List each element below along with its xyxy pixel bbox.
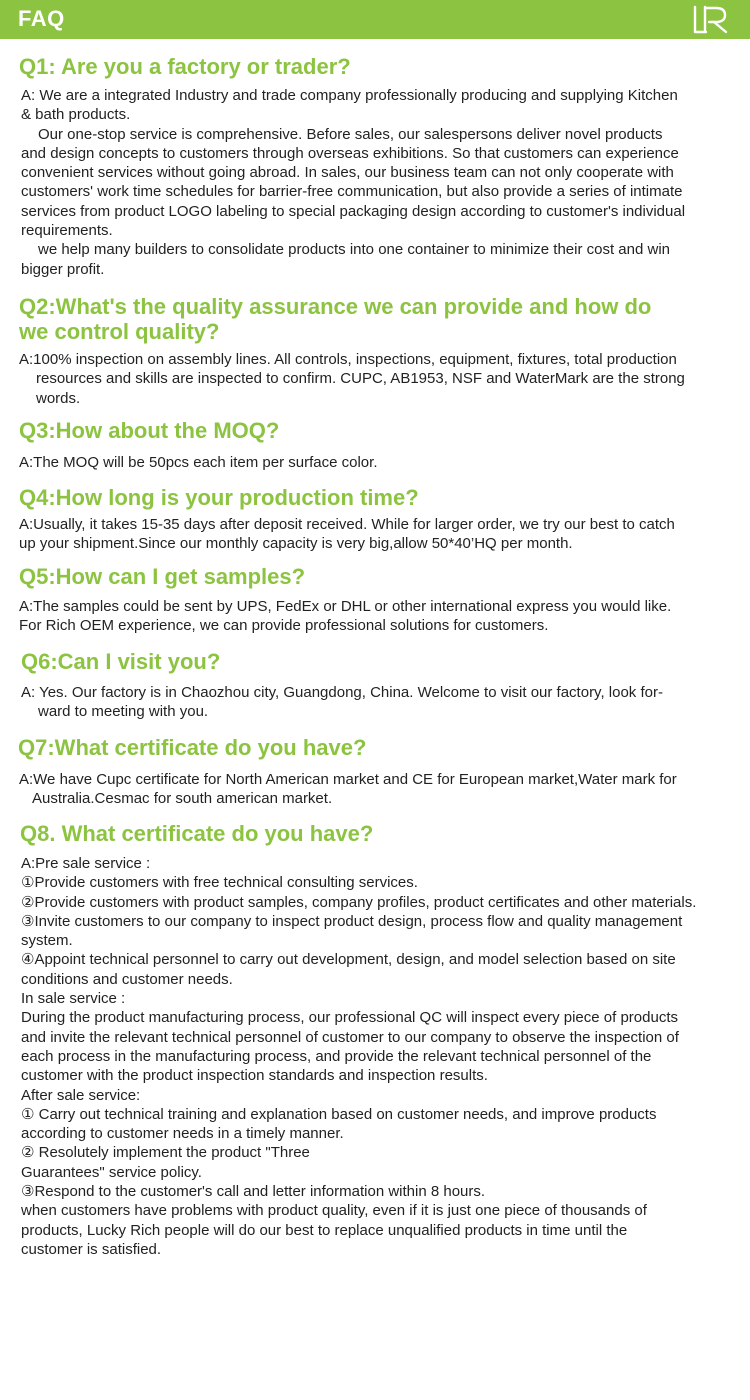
faq-question-6: Q6:Can I visit you?: [21, 649, 221, 674]
answer-line: ②Provide customers with product samples, company profiles, product certificates and other materials.: [21, 893, 697, 911]
answer-line: A:Usually, it takes 15-35 days after deposit received. While for larger order, we try our best to catch: [19, 516, 675, 533]
answer-line: when customers have problems with product quality, even if it is just one piece of thousands of: [21, 1202, 647, 1220]
faq-question-7: Q7:What certificate do you have?: [18, 735, 367, 760]
faq-question-8: Q8. What certificate do you have?: [20, 821, 374, 846]
answer-line: ③Invite customers to our company to inspect product design, process flow and quality management: [21, 912, 683, 930]
answer-line: customer with the product inspection standards and inspection results.: [21, 1067, 488, 1085]
faq-answer-8: [21, 854, 696, 1259]
answer-line: convenient services without going abroad. In sales, our business team can not only cooperate with: [21, 164, 674, 182]
answer-line: A:The samples could be sent by UPS, FedEx or DHL or other international express you would like.: [19, 598, 672, 615]
answer-line: Guarantees" service policy.: [21, 1163, 202, 1181]
faq-question-3: Q3:How about the MOQ?: [19, 418, 280, 443]
answer-line: & bath products.: [21, 106, 131, 124]
answer-line: services from product LOGO labeling to special packaging design according to customer's individual: [21, 202, 686, 220]
answer-line: In sale service :: [21, 990, 126, 1008]
answer-line: customer is satisfied.: [21, 1240, 162, 1258]
header-title: FAQ: [18, 6, 65, 31]
answer-line: conditions and customer needs.: [21, 970, 233, 988]
answer-line: and design concepts to customers through overseas exhibitions. So that customers can experience: [21, 144, 679, 162]
answer-line: customers' work time schedules for barrier-free communication, but also provide a series of intimate: [21, 183, 683, 201]
answer-line: system.: [21, 932, 73, 950]
answer-line: each process in the manufacturing process, and provide the relevant technical personnel of the: [21, 1047, 652, 1065]
answer-line: During the product manufacturing process, our professional QC will inspect every piece of products: [21, 1009, 678, 1027]
faq-header: [0, 0, 750, 39]
answer-line: Australia.Cesmac for south american market.: [32, 790, 333, 808]
answer-line: we help many builders to consolidate products into one container to minimize their cost and win: [38, 241, 671, 259]
faq-question-2: Q2:What's the quality assurance we can provide and how do we control quality?: [19, 294, 652, 344]
faq-question-4: Q4:How long is your production time?: [19, 485, 419, 510]
answer-line: bigger profit.: [21, 260, 105, 278]
answer-line: requirements.: [21, 222, 113, 240]
lr-logo-icon: [692, 4, 730, 36]
answer-line: words.: [36, 389, 81, 407]
answer-line: products, Lucky Rich people will do our best to replace unqualified products in time until the: [21, 1221, 628, 1239]
faq-answer-6: [21, 683, 663, 722]
answer-line: ④Appoint technical personnel to carry out development, design, and model selection based on site: [21, 951, 676, 969]
faq-answer-3: [19, 453, 377, 472]
faq-answer-7: [19, 770, 677, 809]
answer-line: resources and skills are inspected to confirm. CUPC, AB1953, NSF and WaterMark are the strong: [36, 370, 685, 388]
answer-line: and invite the relevant technical personnel of customer to our company to observe the inspection of: [21, 1028, 679, 1046]
answer-line: ② Resolutely implement the product "Three: [21, 1144, 310, 1162]
faq-answer-1: [21, 86, 685, 279]
faq-answer-4: [19, 515, 675, 554]
answer-line: ward to meeting with you.: [38, 703, 209, 721]
answer-line: A:The MOQ will be 50pcs each item per surface color.: [19, 454, 378, 471]
answer-line: A: We are a integrated Industry and trade company professionally producing and supplying Kitchen: [21, 87, 678, 104]
answer-line: For Rich OEM experience, we can provide professional solutions for customers.: [19, 617, 549, 635]
answer-line: according to customer needs in a timely manner.: [21, 1125, 344, 1143]
answer-line: After sale service:: [21, 1086, 141, 1104]
answer-line: ①Provide customers with free technical consulting services.: [21, 874, 418, 892]
faq-answer-2: [19, 350, 685, 408]
faq-answer-5: [19, 597, 671, 636]
answer-line: A: Yes. Our factory is in Chaozhou city, Guangdong, China. Welcome to visit our factory, look for-: [21, 684, 663, 701]
logo-text: LR: [692, 4, 694, 5]
answer-line: up your shipment.Since our monthly capacity is very big,allow 50*40’HQ per month.: [19, 535, 573, 553]
answer-line: Our one-stop service is comprehensive. Before sales, our salespersons deliver novel products: [38, 125, 663, 143]
answer-line: ① Carry out technical training and explanation based on customer needs, and improve products: [21, 1105, 657, 1123]
faq-question-5: Q5:How can I get samples?: [19, 564, 306, 589]
answer-line: A:100% inspection on assembly lines. All controls, inspections, equipment, fixtures, total production: [19, 351, 677, 368]
answer-line: ③Respond to the customer's call and letter information within 8 hours.: [21, 1183, 486, 1201]
answer-line: A:We have Cupc certificate for North American market and CE for European market,Water mark for: [19, 771, 677, 788]
faq-question-1: Q1: Are you a factory or trader?: [19, 54, 351, 79]
answer-line: A:Pre sale service :: [21, 855, 151, 872]
